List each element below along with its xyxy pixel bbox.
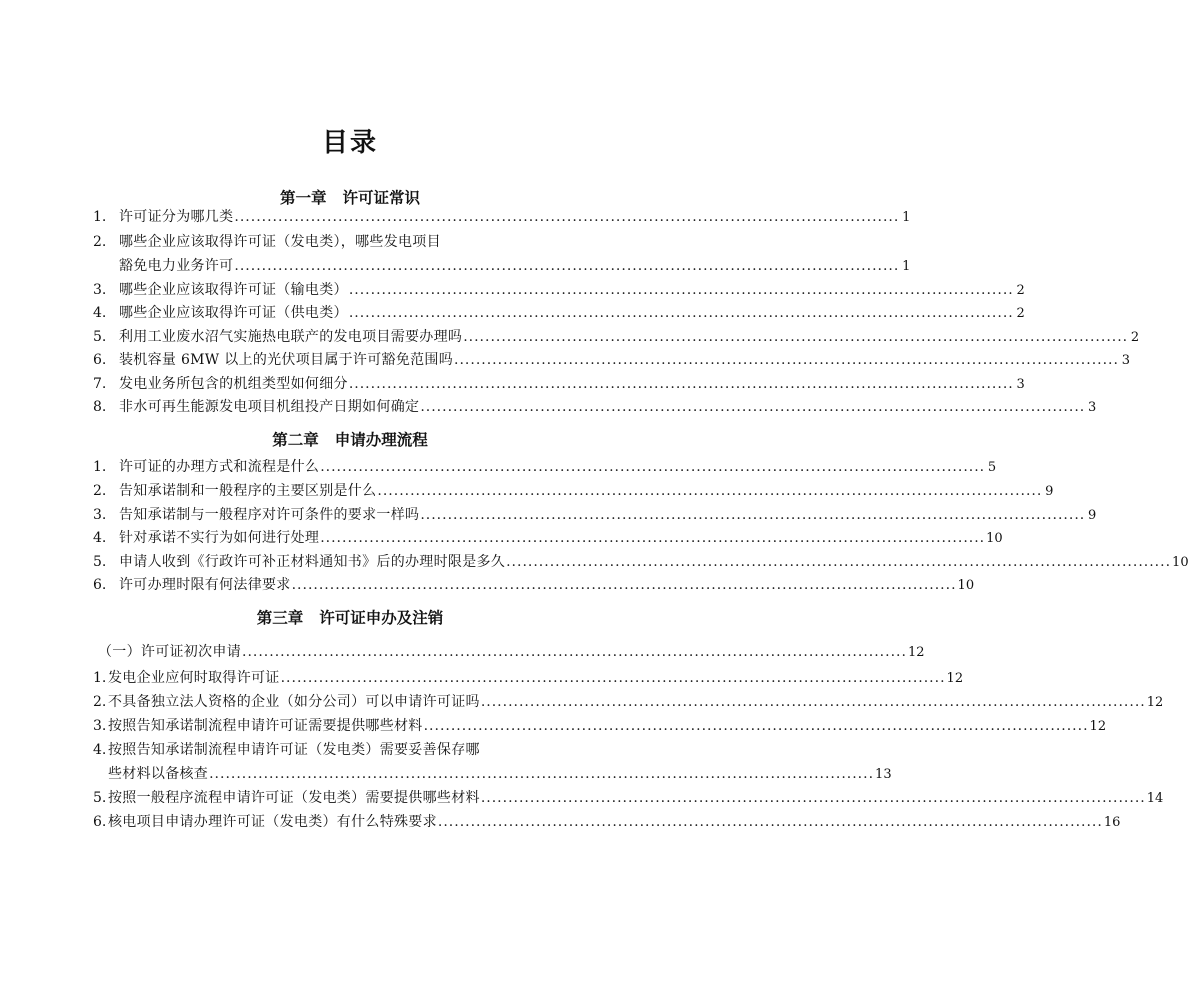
- toc-entry[interactable]: [93, 302, 1025, 324]
- entry-page-number: 16: [1103, 815, 1121, 830]
- dot-leader: ..........................................................................................................................: [348, 305, 1014, 321]
- entry-number: 1.: [93, 459, 107, 475]
- page-title: 目录: [321, 128, 378, 158]
- entry-page-number: 3: [1121, 353, 1130, 368]
- chapter-label: 第三章: [256, 609, 304, 627]
- entry-text: 发电企业应何时取得许可证: [108, 670, 280, 686]
- dot-leader: ..........................................................................................................................: [437, 814, 1103, 830]
- entry-text: 核电项目申请办理许可证（发电类）有什么特殊要求: [108, 814, 437, 830]
- dot-leader: ..........................................................................................................................: [377, 483, 1043, 499]
- dot-leader: ..........................................................................................................................: [234, 209, 900, 225]
- entry-page-number: 3: [1016, 377, 1025, 392]
- entry-text: 不具备独立法人资格的企业（如分公司）可以申请许可证吗: [108, 694, 480, 710]
- entry-text-line1: 哪些企业应该取得许可证（发电类），哪些发电项目: [119, 234, 441, 250]
- entry-page-number: 12: [1089, 719, 1107, 734]
- entry-number: 7.: [93, 376, 107, 392]
- chapter-label: 第一章: [279, 189, 327, 207]
- toc-entry[interactable]: [93, 255, 911, 277]
- toc-entry[interactable]: [93, 456, 997, 478]
- section-text: （一）许可证初次申请: [98, 644, 241, 660]
- entry-page-number: 9: [1087, 508, 1097, 523]
- entry-page-number: 2: [1130, 330, 1140, 345]
- entry-page-number: 1: [902, 210, 911, 225]
- entry-text: 按照一般程序流程申请许可证（发电类）需要提供哪些材料: [108, 790, 480, 806]
- dot-leader: ..........................................................................................................................: [348, 376, 1014, 392]
- toc-entry-line1[interactable]: [93, 231, 613, 253]
- dot-leader: ..........................................................................................................................: [242, 644, 907, 660]
- entry-number: 4.: [93, 742, 107, 758]
- toc-entry[interactable]: [93, 691, 1164, 713]
- entry-page-number: 14: [1146, 791, 1164, 806]
- entry-page-number: 12: [946, 671, 964, 686]
- entry-text: 告知承诺制和一般程序的主要区别是什么: [119, 483, 377, 499]
- entry-text: 豁免电力业务许可: [119, 258, 234, 274]
- entry-page-number: 12: [907, 645, 925, 660]
- entry-page-number: 10: [1172, 555, 1189, 570]
- toc-entry[interactable]: [93, 279, 1025, 301]
- entry-number: 4.: [93, 305, 107, 321]
- entry-text: 哪些企业应该取得许可证（输电类）: [119, 282, 348, 298]
- entry-page-number: 12: [1146, 695, 1164, 710]
- dot-leader: ..........................................................................................................................: [420, 399, 1086, 415]
- entry-text: 发电业务所包含的机组类型如何细分: [119, 376, 348, 392]
- toc-entry[interactable]: [93, 349, 1130, 371]
- entry-number: 6.: [93, 577, 107, 593]
- chapter-3-heading: [0, 606, 700, 628]
- toc-entry[interactable]: [93, 504, 1097, 526]
- chapter-name: 申请办理流程: [334, 431, 428, 449]
- toc-entry[interactable]: [93, 763, 892, 785]
- dot-leader: ..........................................................................................................................: [209, 766, 875, 782]
- toc-entry[interactable]: [93, 206, 911, 228]
- toc-section-entry[interactable]: [98, 641, 925, 663]
- entry-page-number: 9: [1045, 484, 1054, 499]
- entry-number: 3.: [93, 718, 107, 734]
- entry-page-number: 13: [875, 767, 892, 782]
- dot-leader: ..........................................................................................................................: [348, 282, 1014, 298]
- entry-page-number: 2: [1016, 283, 1025, 298]
- entry-page-number: 2: [1016, 306, 1025, 321]
- entry-number: 5.: [93, 790, 107, 806]
- entry-text: 非水可再生能源发电项目机组投产日期如何确定: [119, 399, 420, 415]
- entry-number: 4.: [93, 530, 107, 546]
- entry-page-number: 1: [902, 259, 911, 274]
- entry-number: 1.: [93, 670, 107, 686]
- entry-number: 2.: [93, 483, 107, 499]
- chapter-2-heading: [0, 428, 700, 450]
- toc-entry[interactable]: [93, 574, 975, 596]
- chapter-name: 许可证申办及注销: [319, 609, 444, 627]
- entry-number: 5.: [93, 329, 107, 345]
- toc-entry[interactable]: [93, 787, 1164, 809]
- entry-number: 8.: [93, 399, 107, 415]
- entry-page-number: 5: [987, 460, 997, 475]
- toc-entry[interactable]: [93, 551, 1189, 573]
- entry-number: 3.: [93, 507, 107, 523]
- entry-page-number: 10: [986, 531, 1003, 546]
- toc-entry[interactable]: [93, 715, 1107, 737]
- entry-page-number: 10: [957, 578, 975, 593]
- entry-text-line1: 按照告知承诺制流程申请许可证（发电类）需要妥善保存哪: [108, 742, 480, 758]
- entry-text: 许可证分为哪几类: [119, 209, 234, 225]
- entry-page-number: 3: [1087, 400, 1097, 415]
- entry-text: 哪些企业应该取得许可证（供电类）: [119, 305, 348, 321]
- chapter-1-heading: [0, 186, 700, 208]
- dot-leader: ..........................................................................................................................: [420, 507, 1086, 523]
- entry-number: 2.: [93, 234, 107, 250]
- entry-number: 5.: [93, 554, 107, 570]
- entry-text: 针对承诺不实行为如何进行处理: [119, 530, 320, 546]
- chapter-name: 许可证常识: [342, 189, 421, 207]
- entry-text: 装机容量 6MW 以上的光伏项目属于许可豁免范围吗: [119, 352, 454, 368]
- toc-entry-line1[interactable]: [93, 739, 613, 761]
- entry-number: 2.: [93, 694, 107, 710]
- dot-leader: ..........................................................................................................................: [463, 329, 1129, 345]
- entry-text: 许可证的办理方式和流程是什么: [119, 459, 320, 475]
- entry-text: 申请人收到《行政许可补正材料通知书》后的办理时限是多久: [119, 554, 506, 570]
- entry-number: 6.: [93, 352, 107, 368]
- entry-number: 1.: [93, 209, 107, 225]
- toc-entry[interactable]: [93, 396, 1097, 418]
- dot-leader: ..........................................................................................................................: [506, 554, 1172, 570]
- dot-leader: ..........................................................................................................................: [234, 258, 900, 274]
- dot-leader: ..........................................................................................................................: [291, 577, 957, 593]
- dot-leader: ..........................................................................................................................: [454, 352, 1119, 368]
- entry-text: 按照告知承诺制流程申请许可证需要提供哪些材料: [108, 718, 423, 734]
- entry-number: 3.: [93, 282, 107, 298]
- toc-entry[interactable]: [93, 811, 1121, 833]
- dot-leader: ..........................................................................................................................: [480, 694, 1146, 710]
- entry-text: 许可办理时限有何法律要求: [119, 577, 291, 593]
- toc-entry[interactable]: [93, 480, 1054, 502]
- dot-leader: ..........................................................................................................................: [280, 670, 946, 686]
- toc-entry[interactable]: [93, 667, 964, 689]
- entry-text: 告知承诺制与一般程序对许可条件的要求一样吗: [119, 507, 420, 523]
- chapter-label: 第二章: [272, 431, 319, 449]
- toc-entry[interactable]: [93, 527, 1003, 549]
- toc-entry[interactable]: [93, 373, 1025, 395]
- dot-leader: ..........................................................................................................................: [423, 718, 1089, 734]
- dot-leader: ..........................................................................................................................: [320, 530, 986, 546]
- entry-text: 利用工业废水沼气实施热电联产的发电项目需要办理吗: [119, 329, 463, 345]
- dot-leader: ..........................................................................................................................: [320, 459, 986, 475]
- entry-number: 6.: [93, 814, 107, 830]
- toc-entry[interactable]: [93, 326, 1140, 348]
- entry-text: 些材料以备核查: [108, 766, 209, 782]
- dot-leader: ..........................................................................................................................: [480, 790, 1146, 806]
